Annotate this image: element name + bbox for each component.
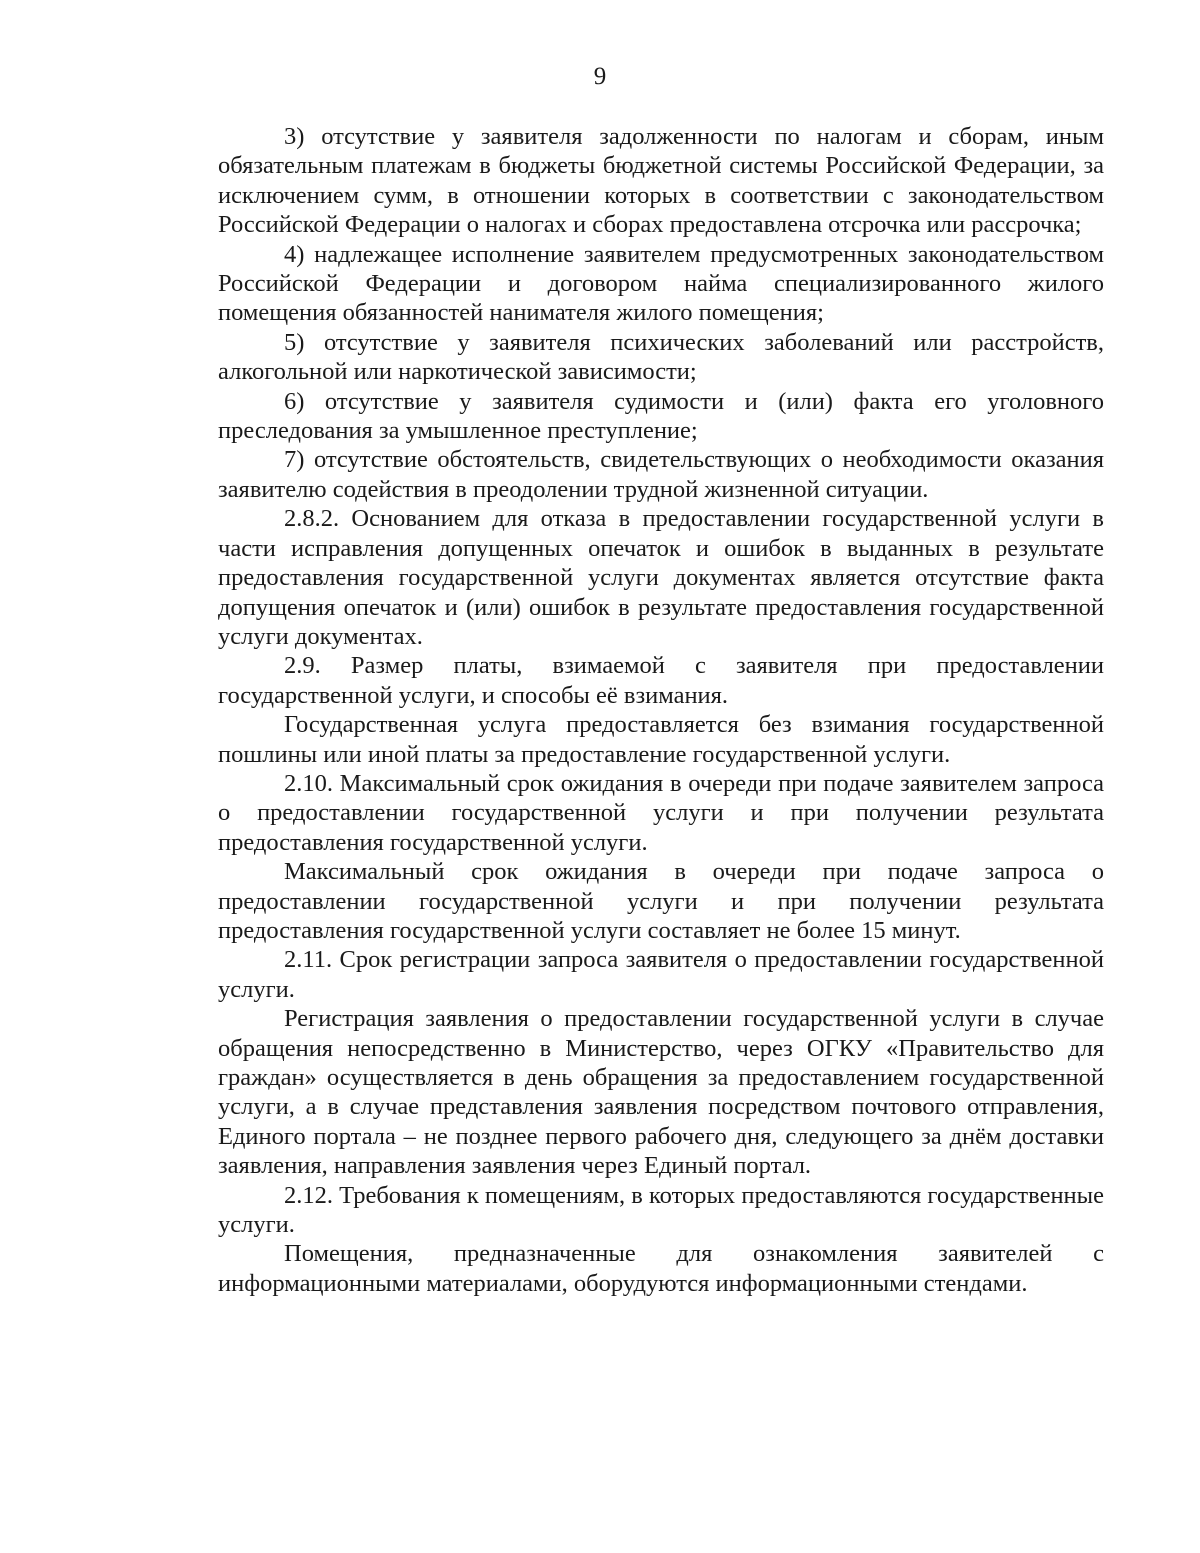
paragraph-2-8-2: 2.8.2. Основанием для отказа в предоставлении государственной услуги в части исправления допущенных опечаток и ошибок в выданных в результате предоставления государственной услуги документах является отсутствие факта допущения опечаток и (или) ошибок в результате предоставления государственной услуги документах. — [218, 505, 1104, 650]
document-body — [218, 122, 1104, 1298]
paragraph-item-5: 5) отсутствие у заявителя психических заболеваний или расстройств, алкогольной или наркотической зависимости; — [218, 328, 1104, 386]
paragraph-item-7: 7) отсутствие обстоятельств, свидетельствующих о необходимости оказания заявителю содействия в преодолении трудной жизненной ситуации. — [218, 446, 1104, 503]
section-heading-2-10: 2.10. Максимальный срок ожидания в очереди при подаче заявителем запроса о предоставлении государственной услуги и при получении результата предоставления государственной услуги. — [218, 769, 1104, 856]
paragraph-item-4: 4) надлежащее исполнение заявителем предусмотренных законодательством Российской Федерации и договором найма специализированного жилого помещения обязанностей нанимателя жилого помещения; — [218, 240, 1104, 327]
paragraph-item-6: 6) отсутствие у заявителя судимости и (или) факта его уголовного преследования за умышленное преступление; — [218, 387, 1104, 445]
section-heading-2-9: 2.9. Размер платы, взимаемой с заявителя при предоставлении государственной услуги, и способы её взимания. — [218, 652, 1104, 709]
page-number: 9 — [593, 63, 607, 90]
section-heading-2-12: 2.12. Требования к помещениям, в которых предоставляются государственные услуги. — [218, 1181, 1104, 1239]
paragraph-registration: Регистрация заявления о предоставлении государственной услуги в случае обращения непосредственно в Министерство, через ОГКУ «Правительство для граждан» осуществляется в день обращения за предоставлением государственной услуги, а в случае представления заявления посредством почтового отправления, Единого портала – не позднее первого рабочего дня, следующего за днём доставки заявления, направления заявления через Единый портал. — [218, 1005, 1104, 1180]
paragraph-item-3: 3) отсутствие у заявителя задолженности по налогам и сборам, иным обязательным платежам в бюджеты бюджетной системы Российской Федерации, за исключением сумм, в отношении которых в соответствии с законодательством Российской Федерации о налогах и сборах предоставлена отсрочка или рассрочка; — [218, 123, 1104, 239]
paragraph-fee: Государственная услуга предоставляется без взимания государственной пошлины или иной платы за предоставление государственной услуги. — [218, 711, 1104, 768]
section-heading-2-11: 2.11. Срок регистрации запроса заявителя о предоставлении государственной услуги. — [218, 946, 1104, 1003]
paragraph-premises: Помещения, предназначенные для ознакомления заявителей с информационными материалами, оборудуются информационными стендами. — [218, 1240, 1104, 1297]
paragraph-waiting-time: Максимальный срок ожидания в очереди при подаче запроса о предоставлении государственной услуги и при получении результата предоставления государственной услуги составляет не более 15 минут. — [218, 858, 1104, 944]
